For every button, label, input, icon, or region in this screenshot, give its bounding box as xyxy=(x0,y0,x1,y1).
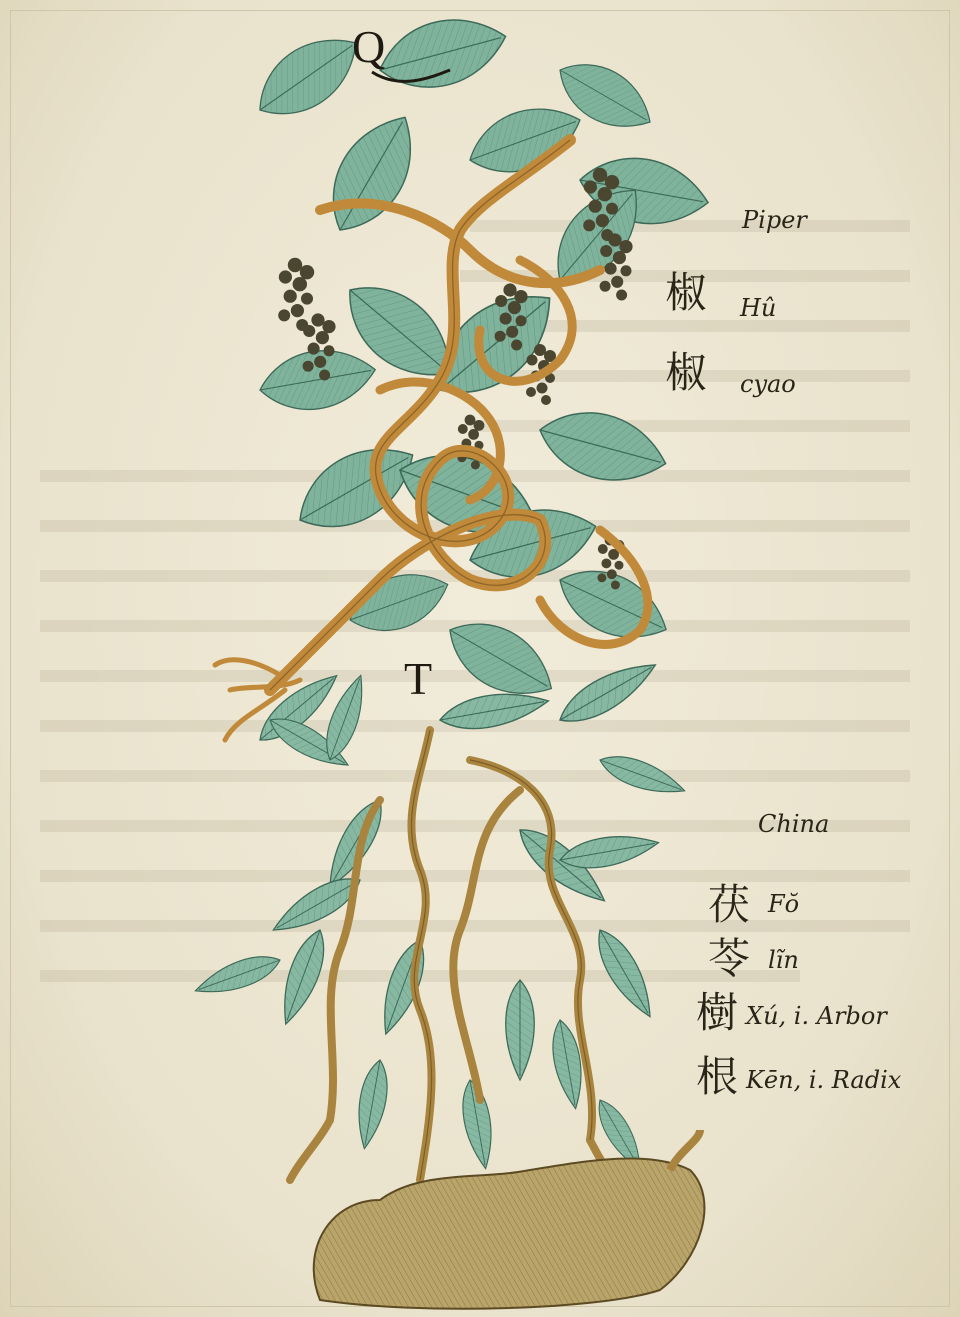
china-roman-2: lĩn xyxy=(768,946,799,974)
china-han-char-2: 苓 xyxy=(708,934,751,983)
china-roman-3: Xú, i. Arbor xyxy=(746,1002,887,1030)
piper-han-char-1: 椒 xyxy=(665,268,708,317)
china-roman-4: Kēn, i. Radix xyxy=(746,1066,902,1094)
china-root-tuber xyxy=(314,1130,705,1309)
china-han-char-3: 樹 xyxy=(696,988,739,1037)
piper-roman-1: Hû xyxy=(740,294,777,322)
piper-latin-label: Piper xyxy=(742,206,807,234)
china-roman-1: Fŏ xyxy=(768,890,800,918)
piper-han-char-2: 椒 xyxy=(665,348,708,397)
china-han-char-1: 茯 xyxy=(708,880,751,929)
china-han-char-4: 根 xyxy=(696,1052,739,1101)
china-latin-label: China xyxy=(758,810,830,838)
plate-letter-q: Q xyxy=(352,21,386,72)
piper-roman-2: cyao xyxy=(740,370,796,398)
china-root-vines xyxy=(290,730,620,1190)
plate-letter-t: T xyxy=(404,653,433,704)
